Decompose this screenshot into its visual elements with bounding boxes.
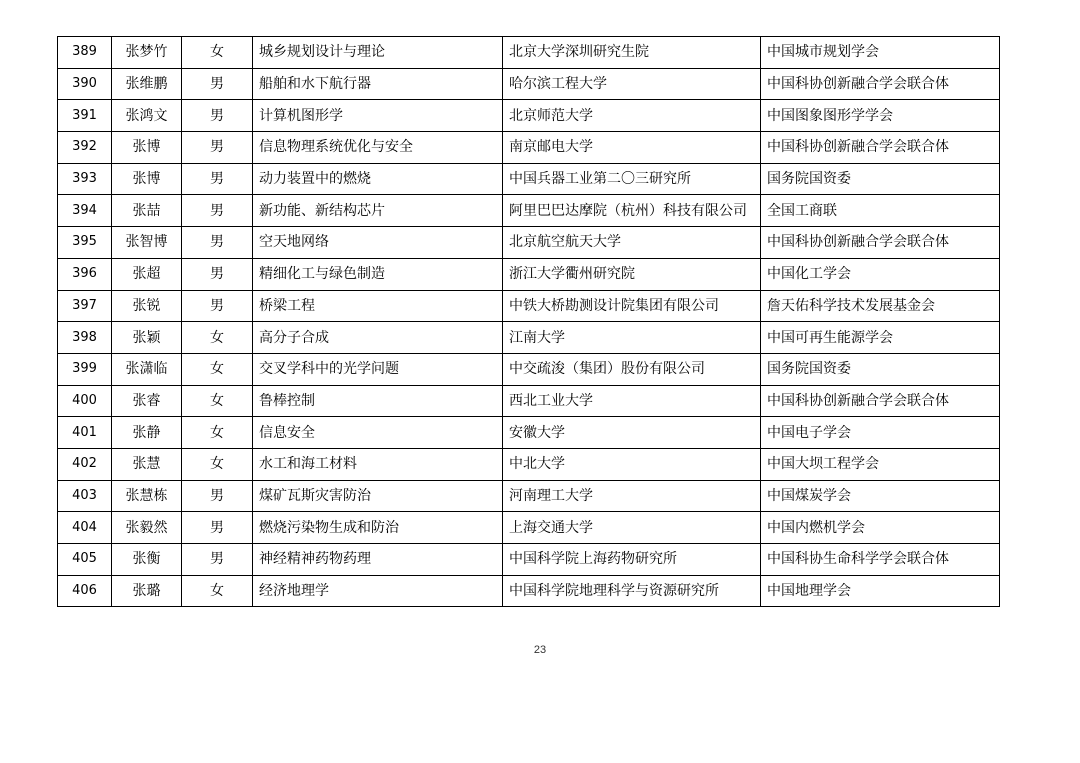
recommending-body-cell: 中国科协创新融合学会联合体 bbox=[761, 132, 1000, 164]
gender-cell: 男 bbox=[182, 512, 253, 544]
row-number-cell: 401 bbox=[58, 417, 112, 449]
recommending-body-cell: 国务院国资委 bbox=[761, 353, 1000, 385]
gender-cell: 男 bbox=[182, 100, 253, 132]
research-field-cell: 信息安全 bbox=[253, 417, 503, 449]
research-field-cell: 鲁棒控制 bbox=[253, 385, 503, 417]
gender-cell: 女 bbox=[182, 448, 253, 480]
work-unit-cell: 中北大学 bbox=[503, 448, 761, 480]
recommending-body-cell: 中国煤炭学会 bbox=[761, 480, 1000, 512]
name-cell: 张毅然 bbox=[112, 512, 182, 544]
gender-cell: 男 bbox=[182, 163, 253, 195]
gender-cell: 男 bbox=[182, 544, 253, 576]
work-unit-cell: 上海交通大学 bbox=[503, 512, 761, 544]
recommending-body-cell: 詹天佑科学技术发展基金会 bbox=[761, 290, 1000, 322]
table-row bbox=[58, 480, 1000, 512]
gender-cell: 女 bbox=[182, 322, 253, 354]
table-row bbox=[58, 417, 1000, 449]
research-field-cell: 燃烧污染物生成和防治 bbox=[253, 512, 503, 544]
table-row bbox=[58, 100, 1000, 132]
name-cell: 张颖 bbox=[112, 322, 182, 354]
gender-cell: 男 bbox=[182, 195, 253, 227]
work-unit-cell: 中国兵器工业第二〇三研究所 bbox=[503, 163, 761, 195]
work-unit-cell: 江南大学 bbox=[503, 322, 761, 354]
recommending-body-cell: 中国大坝工程学会 bbox=[761, 448, 1000, 480]
recommending-body-cell: 全国工商联 bbox=[761, 195, 1000, 227]
table-row bbox=[58, 544, 1000, 576]
row-number-cell: 396 bbox=[58, 258, 112, 290]
name-cell: 张博 bbox=[112, 132, 182, 164]
name-cell: 张鸿文 bbox=[112, 100, 182, 132]
gender-cell: 女 bbox=[182, 575, 253, 607]
table-row bbox=[58, 227, 1000, 259]
row-number-cell: 400 bbox=[58, 385, 112, 417]
research-field-cell: 信息物理系统优化与安全 bbox=[253, 132, 503, 164]
research-field-cell: 城乡规划设计与理论 bbox=[253, 37, 503, 69]
recommending-body-cell: 中国地理学会 bbox=[761, 575, 1000, 607]
research-field-cell: 神经精神药物药理 bbox=[253, 544, 503, 576]
row-number-cell: 391 bbox=[58, 100, 112, 132]
gender-cell: 女 bbox=[182, 353, 253, 385]
work-unit-cell: 北京师范大学 bbox=[503, 100, 761, 132]
research-field-cell: 煤矿瓦斯灾害防治 bbox=[253, 480, 503, 512]
table-row bbox=[58, 37, 1000, 69]
work-unit-cell: 哈尔滨工程大学 bbox=[503, 68, 761, 100]
work-unit-cell: 河南理工大学 bbox=[503, 480, 761, 512]
row-number-cell: 405 bbox=[58, 544, 112, 576]
gender-cell: 男 bbox=[182, 480, 253, 512]
table-row bbox=[58, 322, 1000, 354]
recommending-body-cell: 中国城市规划学会 bbox=[761, 37, 1000, 69]
work-unit-cell: 浙江大学衢州研究院 bbox=[503, 258, 761, 290]
research-field-cell: 经济地理学 bbox=[253, 575, 503, 607]
table-row bbox=[58, 512, 1000, 544]
name-cell: 张慧 bbox=[112, 448, 182, 480]
name-cell: 张梦竹 bbox=[112, 37, 182, 69]
row-number-cell: 392 bbox=[58, 132, 112, 164]
gender-cell: 男 bbox=[182, 68, 253, 100]
research-field-cell: 精细化工与绿色制造 bbox=[253, 258, 503, 290]
table-row bbox=[58, 448, 1000, 480]
row-number-cell: 402 bbox=[58, 448, 112, 480]
recommending-body-cell: 中国科协创新融合学会联合体 bbox=[761, 68, 1000, 100]
row-number-cell: 403 bbox=[58, 480, 112, 512]
name-cell: 张慧栋 bbox=[112, 480, 182, 512]
row-number-cell: 393 bbox=[58, 163, 112, 195]
candidate-table bbox=[57, 36, 1000, 607]
research-field-cell: 交叉学科中的光学问题 bbox=[253, 353, 503, 385]
gender-cell: 女 bbox=[182, 37, 253, 69]
table-row bbox=[58, 163, 1000, 195]
name-cell: 张智博 bbox=[112, 227, 182, 259]
row-number-cell: 406 bbox=[58, 575, 112, 607]
table-row bbox=[58, 353, 1000, 385]
recommending-body-cell: 中国图象图形学学会 bbox=[761, 100, 1000, 132]
recommending-body-cell: 中国内燃机学会 bbox=[761, 512, 1000, 544]
gender-cell: 女 bbox=[182, 385, 253, 417]
table-row bbox=[58, 132, 1000, 164]
name-cell: 张睿 bbox=[112, 385, 182, 417]
gender-cell: 男 bbox=[182, 290, 253, 322]
gender-cell: 男 bbox=[182, 258, 253, 290]
work-unit-cell: 北京大学深圳研究生院 bbox=[503, 37, 761, 69]
recommending-body-cell: 中国科协生命科学学会联合体 bbox=[761, 544, 1000, 576]
work-unit-cell: 西北工业大学 bbox=[503, 385, 761, 417]
work-unit-cell: 中铁大桥勘测设计院集团有限公司 bbox=[503, 290, 761, 322]
table-row bbox=[58, 575, 1000, 607]
row-number-cell: 395 bbox=[58, 227, 112, 259]
research-field-cell: 水工和海工材料 bbox=[253, 448, 503, 480]
work-unit-cell: 中国科学院地理科学与资源研究所 bbox=[503, 575, 761, 607]
recommending-body-cell: 中国电子学会 bbox=[761, 417, 1000, 449]
name-cell: 张锐 bbox=[112, 290, 182, 322]
work-unit-cell: 阿里巴巴达摩院（杭州）科技有限公司 bbox=[503, 195, 761, 227]
name-cell: 张璐 bbox=[112, 575, 182, 607]
work-unit-cell: 北京航空航天大学 bbox=[503, 227, 761, 259]
name-cell: 张衡 bbox=[112, 544, 182, 576]
work-unit-cell: 中国科学院上海药物研究所 bbox=[503, 544, 761, 576]
gender-cell: 女 bbox=[182, 417, 253, 449]
table-row bbox=[58, 385, 1000, 417]
row-number-cell: 389 bbox=[58, 37, 112, 69]
page-number: 23 bbox=[533, 644, 547, 656]
row-number-cell: 397 bbox=[58, 290, 112, 322]
recommending-body-cell: 中国科协创新融合学会联合体 bbox=[761, 227, 1000, 259]
row-number-cell: 404 bbox=[58, 512, 112, 544]
work-unit-cell: 中交疏浚（集团）股份有限公司 bbox=[503, 353, 761, 385]
row-number-cell: 399 bbox=[58, 353, 112, 385]
name-cell: 张静 bbox=[112, 417, 182, 449]
candidate-table-body bbox=[58, 37, 1000, 607]
table-row bbox=[58, 68, 1000, 100]
research-field-cell: 新功能、新结构芯片 bbox=[253, 195, 503, 227]
research-field-cell: 桥梁工程 bbox=[253, 290, 503, 322]
row-number-cell: 394 bbox=[58, 195, 112, 227]
recommending-body-cell: 国务院国资委 bbox=[761, 163, 1000, 195]
name-cell: 张潇临 bbox=[112, 353, 182, 385]
recommending-body-cell: 中国可再生能源学会 bbox=[761, 322, 1000, 354]
research-field-cell: 船舶和水下航行器 bbox=[253, 68, 503, 100]
name-cell: 张博 bbox=[112, 163, 182, 195]
table-row bbox=[58, 195, 1000, 227]
research-field-cell: 计算机图形学 bbox=[253, 100, 503, 132]
table-row bbox=[58, 290, 1000, 322]
row-number-cell: 390 bbox=[58, 68, 112, 100]
research-field-cell: 动力装置中的燃烧 bbox=[253, 163, 503, 195]
recommending-body-cell: 中国化工学会 bbox=[761, 258, 1000, 290]
recommending-body-cell: 中国科协创新融合学会联合体 bbox=[761, 385, 1000, 417]
name-cell: 张超 bbox=[112, 258, 182, 290]
name-cell: 张维鹏 bbox=[112, 68, 182, 100]
table-row bbox=[58, 258, 1000, 290]
name-cell: 张喆 bbox=[112, 195, 182, 227]
work-unit-cell: 南京邮电大学 bbox=[503, 132, 761, 164]
row-number-cell: 398 bbox=[58, 322, 112, 354]
research-field-cell: 空天地网络 bbox=[253, 227, 503, 259]
gender-cell: 男 bbox=[182, 227, 253, 259]
work-unit-cell: 安徽大学 bbox=[503, 417, 761, 449]
gender-cell: 男 bbox=[182, 132, 253, 164]
research-field-cell: 高分子合成 bbox=[253, 322, 503, 354]
